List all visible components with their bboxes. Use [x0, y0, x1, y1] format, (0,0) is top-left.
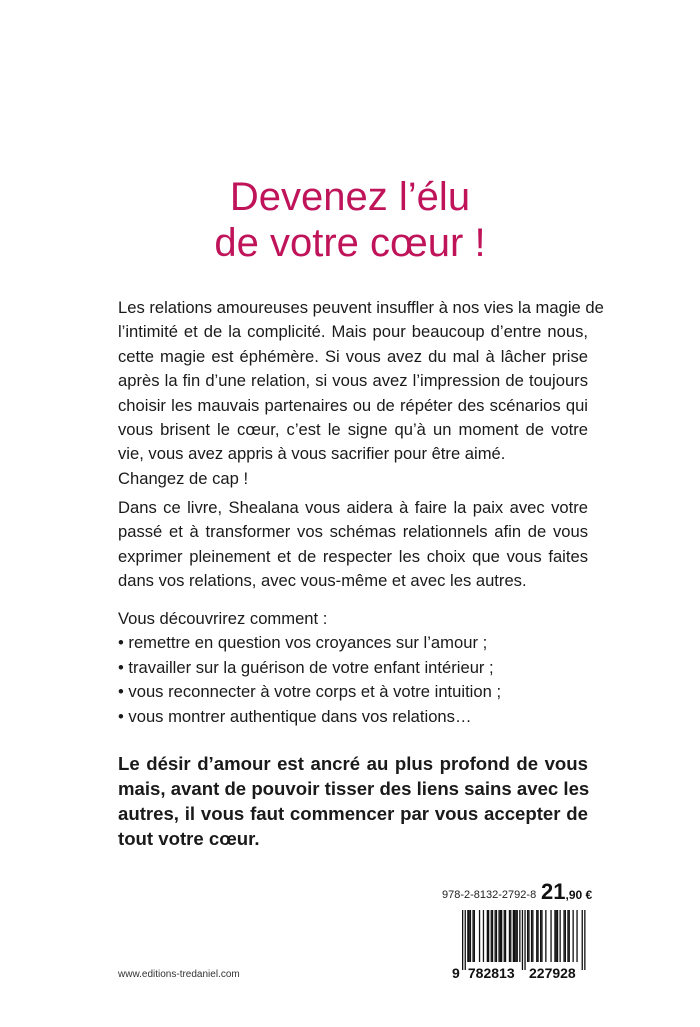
isbn: 978-2-8132-2792-8 [442, 889, 537, 901]
barcode-bar [527, 910, 528, 962]
barcode-bar [504, 910, 505, 962]
text-line: l’intimité et de la complicité. Mais pour beaucoup d’entre nous, [118, 322, 588, 342]
publisher-website: www.editions-tredaniel.com [118, 969, 240, 980]
barcode-bar [528, 910, 529, 962]
barcode-bar [492, 910, 493, 962]
barcode-digits: 9 [452, 965, 460, 981]
barcode-bar [505, 910, 506, 962]
paragraph-book [118, 496, 588, 594]
price-cents: ,90 € [565, 888, 593, 902]
barcode-bar [556, 910, 557, 962]
barcode-bar [488, 910, 489, 962]
list-line: Vous découvrirez comment : [118, 609, 328, 628]
barcode-bar [569, 910, 570, 962]
text-line: mais, avant de pouvoir tisser des liens sains avec les [118, 778, 590, 799]
barcode-bar [536, 910, 537, 962]
barcode-bar [576, 910, 577, 962]
closing-statement [118, 751, 588, 851]
barcode-bar [584, 910, 585, 970]
barcode-bar [470, 910, 471, 962]
text-line: Le désir d’amour est ancré au plus profond de vous [118, 753, 588, 774]
text-line: Les relations amoureuses peuvent insuffler à nos vies la magie de [118, 298, 604, 317]
barcode-bar [522, 910, 523, 970]
list-line: • remettre en question vos croyances sur l’amour ; [118, 633, 488, 653]
barcode-bar [491, 910, 492, 962]
barcode-bar [496, 910, 497, 962]
paragraph-intro [118, 296, 604, 491]
text-line: choisir les mauvais partenaires ou de répéter des scénarios qui [118, 395, 588, 415]
list-line: • travailler sur la guérison de votre enfant intérieur ; [118, 657, 494, 677]
barcode-bar [573, 910, 574, 962]
barcode-bar [545, 910, 546, 962]
text-line: après la fin d’une relation, si vous avez l’impression de toujours [118, 371, 588, 391]
text-line: autres, il vous faut commencer par vous accepter de [118, 803, 588, 824]
barcode-bar [465, 910, 466, 970]
barcode [450, 910, 590, 982]
barcode-bar [509, 910, 510, 962]
text-line: vous brisent le cœur, c’est le signe qu’à un moment de votre [118, 419, 588, 439]
text-line: vie, vous avez appris à vous sacrifier pour être aimé. [118, 444, 506, 464]
back-cover-title [0, 174, 700, 266]
barcode-bar [517, 910, 518, 962]
barcode-bar [550, 910, 551, 962]
barcode-bar [500, 910, 501, 962]
text-line: passé et à transformer vos schémas relationnels afin de vous [118, 522, 588, 542]
price-main: 21 [541, 879, 566, 904]
barcode-bar [557, 910, 558, 962]
barcode-bar [483, 910, 484, 962]
barcode-bar [582, 910, 583, 970]
barcode-bar [531, 910, 532, 962]
barcode-digits: 227928 [529, 965, 576, 981]
barcode-bar [514, 910, 515, 962]
list-line: • vous reconnecter à votre corps et à votre intuition ; [118, 682, 502, 702]
barcode-bar [540, 910, 541, 962]
text-line: exprimer pleinement et de respecter les choix que vous faites [118, 546, 588, 566]
text-line: dans vos relations, avec vous-même et avec les autres. [118, 571, 527, 591]
barcode-bar [467, 910, 468, 962]
barcode-bar [537, 910, 538, 962]
list-line: • vous montrer authentique dans vos relations… [118, 706, 472, 726]
bullet-list [118, 607, 588, 729]
barcode-bar [560, 910, 561, 962]
barcode-digits: 782813 [467, 965, 515, 981]
barcode-bar [524, 910, 525, 970]
text-line: Dans ce livre, Shealana vous aidera à faire la paix avec votre [118, 498, 588, 517]
barcode-bar [469, 910, 470, 962]
barcode-bar [510, 910, 511, 962]
barcode-bar [472, 910, 473, 962]
title-line: de votre cœur ! [214, 221, 486, 265]
barcode-bar [515, 910, 516, 962]
barcode-bar [474, 910, 475, 962]
barcode-bar [513, 910, 514, 962]
barcode-bar [532, 910, 533, 962]
price [541, 879, 592, 905]
text-line: tout votre cœur. [118, 828, 260, 849]
barcode-bar [541, 910, 542, 962]
barcode-bar [498, 910, 499, 962]
barcode-bar [519, 910, 520, 962]
barcode-bar [563, 910, 564, 962]
barcode-bar [554, 910, 555, 962]
barcode-bar [487, 910, 488, 962]
text-line: cette magie est éphémère. Si vous avez du mal à lâcher prise [118, 346, 588, 366]
barcode-bar [479, 910, 480, 962]
text-line: Changez de cap ! [118, 468, 249, 488]
barcode-bar [567, 910, 568, 962]
barcode-bar [495, 910, 496, 962]
barcode-bar [501, 910, 502, 962]
title-line: Devenez l’élu [229, 175, 471, 219]
barcode-bar [462, 910, 463, 970]
barcode-bar [565, 910, 566, 962]
